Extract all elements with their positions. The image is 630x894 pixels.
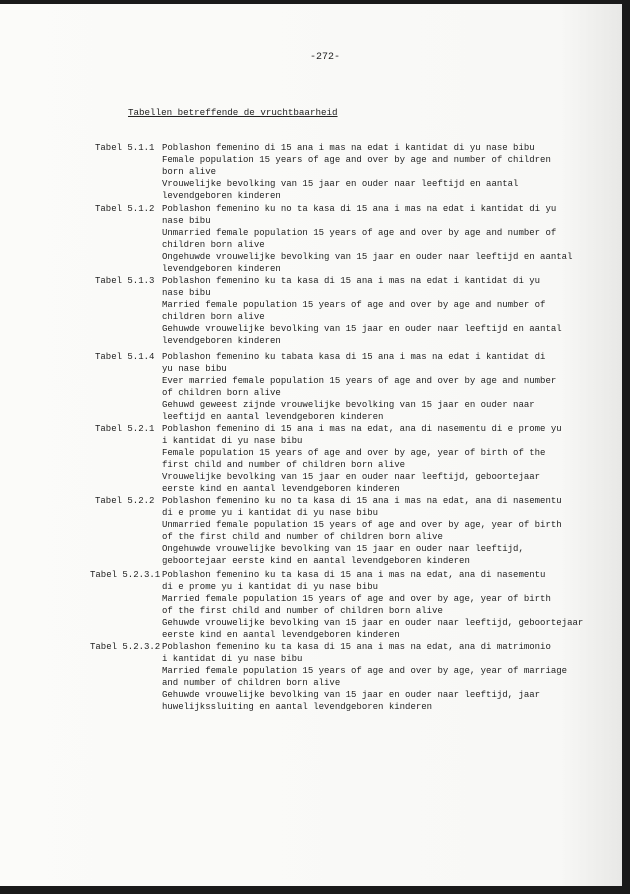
table-label: Tabel 5.2.1 xyxy=(95,424,155,434)
description-line: i kantidat di yu nase bibu xyxy=(162,654,303,664)
table-description xyxy=(162,641,567,713)
description-line: di e prome yu i kantidat di yu nase bibu xyxy=(162,508,379,518)
table-description xyxy=(162,423,562,495)
description-line: Poblashon femenino ku ta kasa di 15 ana i mas na edat, ana di nasementu xyxy=(162,570,546,580)
document-page xyxy=(0,4,622,886)
description-line: born alive xyxy=(162,167,217,177)
table-label: Tabel 5.1.1 xyxy=(95,143,155,153)
table-description xyxy=(162,495,562,567)
description-line: of the first child and number of children born alive xyxy=(162,532,443,542)
table-label: Tabel 5.1.4 xyxy=(95,352,155,362)
description-line: Poblashon femenino ku no ta kasa di 15 ana i mas na edat i kantidat di yu xyxy=(162,204,557,214)
description-line: and number of children born alive xyxy=(162,678,341,688)
description-line: children born alive xyxy=(162,240,265,250)
description-line: Vrouwelijke bevolking van 15 jaar en ouder naar leeftijd, geboortejaar xyxy=(162,472,541,482)
section-heading: Tabellen betreffende de vruchtbaarheid xyxy=(128,107,338,118)
description-line: Vrouwelijke bevolking van 15 jaar en ouder naar leeftijd en aantal xyxy=(162,179,519,189)
description-line: i kantidat di yu nase bibu xyxy=(162,436,303,446)
description-line: Ongehuwde vrouwelijke bevolking van 15 jaar en ouder naar leeftijd en aantal xyxy=(162,252,573,262)
description-line: Ongehuwde vrouwelijke bevolking van 15 jaar en ouder naar leeftijd, xyxy=(162,544,524,554)
description-line: nase bibu xyxy=(162,288,211,298)
table-description xyxy=(162,275,562,347)
description-line: Ever married female population 15 years of age and over by age and number xyxy=(162,376,557,386)
description-line: eerste kind en aantal levendgeboren kinderen xyxy=(162,484,400,494)
description-line: Poblashon femenino di 15 ana i mas na edat, ana di nasementu di e prome yu xyxy=(162,424,562,434)
description-line: Unmarried female population 15 years of age and over by age and number of xyxy=(162,228,557,238)
description-line: levendgeboren kinderen xyxy=(162,191,281,201)
table-label: Tabel 5.1.3 xyxy=(95,276,155,286)
description-line: Poblashon femenino ku ta kasa di 15 ana i mas na edat, ana di matrimonio xyxy=(162,642,551,652)
table-description xyxy=(162,569,583,641)
description-line: Unmarried female population 15 years of age and over by age, year of birth xyxy=(162,520,562,530)
description-line: first child and number of children born alive xyxy=(162,460,406,470)
description-line: Gehuwde vrouwelijke bevolking van 15 jaar en ouder naar leeftijd, jaar xyxy=(162,690,541,700)
description-line: huwelijkssluiting en aantal levendgeboren kinderen xyxy=(162,702,433,712)
description-line: Poblashon femenino ku no ta kasa di 15 ana i mas na edat, ana di nasementu xyxy=(162,496,562,506)
table-description xyxy=(162,203,572,275)
description-line: di e prome yu i kantidat di yu nase bibu xyxy=(162,582,379,592)
description-line: Married female population 15 years of age and over by age, year of marriage xyxy=(162,666,568,676)
description-line: leeftijd en aantal levendgeboren kinderen xyxy=(162,412,384,422)
description-line: Poblashon femenino ku ta kasa di 15 ana i mas na edat i kantidat di yu xyxy=(162,276,541,286)
description-line: Female population 15 years of age and over by age and number of children xyxy=(162,155,551,165)
page-number: -272- xyxy=(309,52,340,63)
table-description xyxy=(162,142,551,202)
description-line: Married female population 15 years of age and over by age and number of xyxy=(162,300,546,310)
description-line: Poblashon femenino ku tabata kasa di 15 ana i mas na edat i kantidat di xyxy=(162,352,546,362)
description-line: of the first child and number of children born alive xyxy=(162,606,443,616)
table-label: Tabel 5.2.2 xyxy=(95,496,155,506)
description-line: levendgeboren kinderen xyxy=(162,336,281,346)
description-line: children born alive xyxy=(162,312,265,322)
description-line: Gehuwd geweest zijnde vrouwelijke bevolking van 15 jaar en ouder naar xyxy=(162,400,535,410)
description-line: Poblashon femenino di 15 ana i mas na edat i kantidat di yu nase bibu xyxy=(162,143,535,153)
table-label: Tabel 5.2.3.1 xyxy=(90,570,161,580)
table-label: Tabel 5.1.2 xyxy=(95,204,155,214)
description-line: Married female population 15 years of age and over by age, year of birth xyxy=(162,594,551,604)
description-line: nase bibu xyxy=(162,216,211,226)
description-line: geboortejaar eerste kind en aantal levendgeboren kinderen xyxy=(162,556,470,566)
description-line: Female population 15 years of age and over by age, year of birth of the xyxy=(162,448,546,458)
description-line: Gehuwde vrouwelijke bevolking van 15 jaar en ouder naar leeftijd, geboortejaar xyxy=(162,618,584,628)
description-line: levendgeboren kinderen xyxy=(162,264,281,274)
description-line: of children born alive xyxy=(162,388,281,398)
description-line: yu nase bibu xyxy=(162,364,227,374)
description-line: Gehuwde vrouwelijke bevolking van 15 jaar en ouder naar leeftijd en aantal xyxy=(162,324,562,334)
table-label: Tabel 5.2.3.2 xyxy=(90,642,161,652)
table-description xyxy=(162,351,556,423)
description-line: eerste kind en aantal levendgeboren kinderen xyxy=(162,630,400,640)
